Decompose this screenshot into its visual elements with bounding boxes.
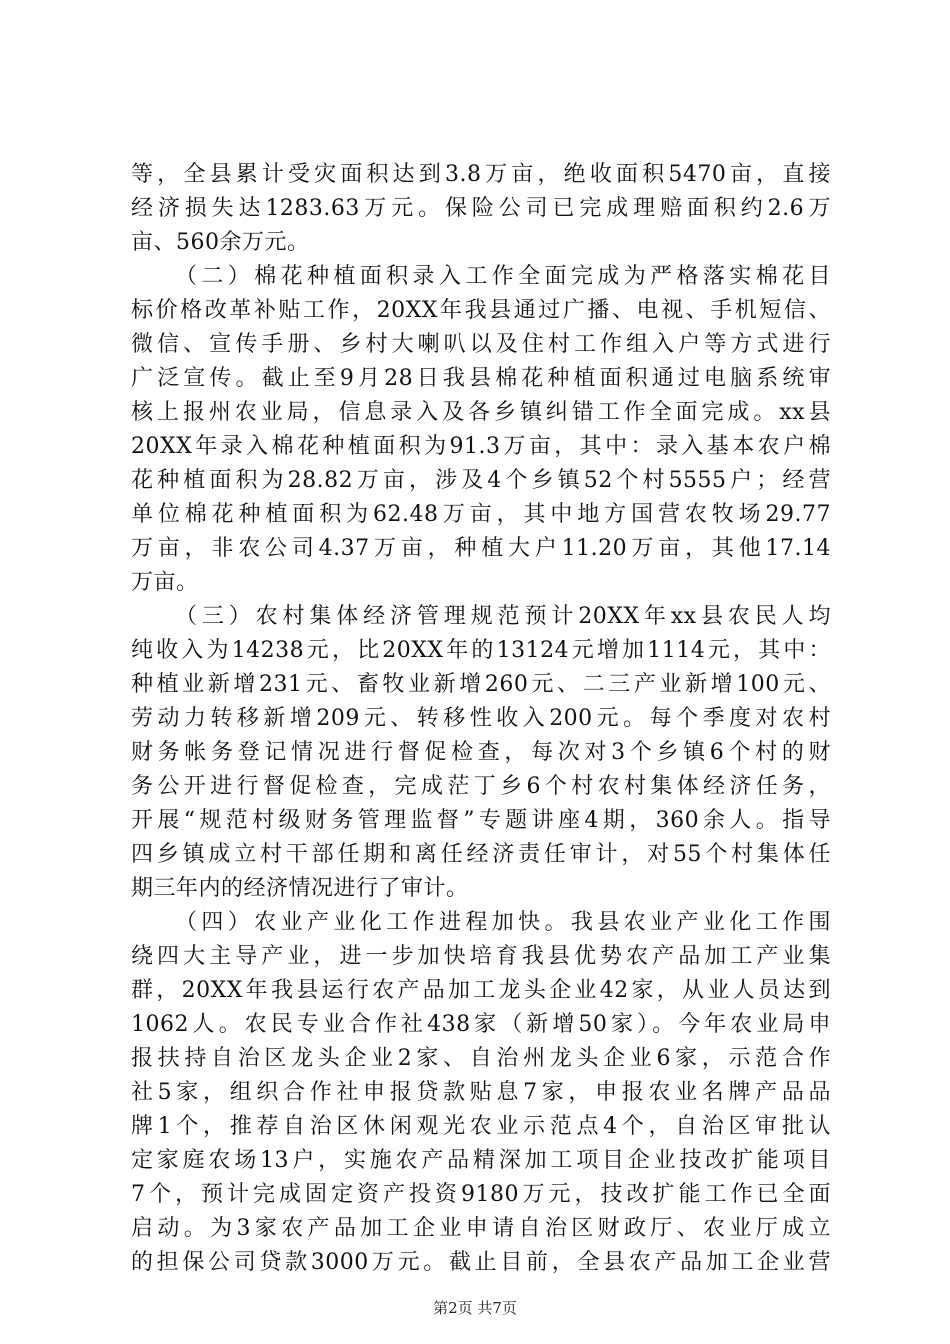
text-line: 纯收入为14238元，比20XX年的13124元增加1114元，其中： — [131, 638, 831, 663]
text-line: 期三年内的经济情况进行了审计。 — [131, 876, 469, 901]
text-line: 牌1个，推荐自治区休闲观光农业示范点4个，自治区审批认 — [131, 1114, 831, 1139]
text-line: 定家庭农场13户，实施农产品精深加工项目企业技改扩能项目 — [131, 1148, 831, 1173]
text-line: 7个，预计完成固定资产投资9180万元，技改扩能工作已全面 — [131, 1182, 831, 1207]
text-line: 务公开进行督促检查，完成茫丁乡6个村农村集体经济任务， — [131, 774, 831, 799]
text-line: 20XX年录入棉花种植面积为91.3万亩，其中：录入基本农户棉 — [131, 434, 831, 459]
text-line: 开展“规范村级财务管理监督”专题讲座4期，360余人。指导 — [131, 808, 831, 833]
text-line: 报扶持自治区龙头企业2家、自治州龙头企业6家，示范合作 — [131, 1046, 831, 1071]
text-line: 的担保公司贷款3000万元。截止目前，全县农产品加工企业营 — [131, 1250, 831, 1275]
text-line: 微信、宣传手册、乡村大喇叭以及住村工作组入户等方式进行 — [131, 332, 831, 357]
text-line: 亩、560余万元。 — [131, 230, 310, 255]
page-number-footer: 第2页 共7页 — [433, 1299, 517, 1317]
document-body — [131, 158, 831, 1280]
text-line: 花种植面积为28.82万亩，涉及4个乡镇52个村5555户；经营 — [131, 468, 831, 493]
text-line: 核上报州农业局，信息录入及各乡镇纠错工作全面完成。xx县 — [131, 400, 831, 425]
text-line: 1062人。农民专业合作社438家（新增50家）。今年农业局申 — [131, 1012, 831, 1037]
text-line: 种植业新增231元、畜牧业新增260元、二三产业新增100元、 — [131, 672, 831, 697]
text-line: 经济损失达1283.63万元。保险公司已完成理赔面积约2.6万 — [131, 196, 831, 221]
text-line: 单位棉花种植面积为62.48万亩，其中地方国营农牧场29.77 — [131, 502, 831, 527]
text-line: 财务帐务登记情况进行督促检查，每次对3个乡镇6个村的财 — [131, 740, 831, 765]
text-line: 等，全县累计受灾面积达到3.8万亩，绝收面积5470亩，直接 — [131, 162, 831, 187]
text-line: 启动。为3家农产品加工企业申请自治区财政厅、农业厅成立 — [131, 1216, 831, 1241]
text-line: 社5家，组织合作社申报贷款贴息7家，申报农业名牌产品品 — [131, 1080, 831, 1105]
section-heading-line: （三）农村集体经济管理规范预计20XX年xx县农民人均 — [175, 604, 831, 629]
text-line: 劳动力转移新增209元、转移性收入200元。每个季度对农村 — [131, 706, 831, 731]
text-line: 绕四大主导产业，进一步加快培育我县优势农产品加工产业集 — [131, 944, 831, 969]
text-line: 四乡镇成立村干部任期和离任经济责任审计，对55个村集体任 — [131, 842, 831, 867]
text-line: 标价格改革补贴工作，20XX年我县通过广播、电视、手机短信、 — [131, 298, 831, 323]
section-heading-line: （四）农业产业化工作进程加快。我县农业产业化工作围 — [175, 910, 831, 935]
text-line: 群，20XX年我县运行农产品加工龙头企业42家，从业人员达到 — [131, 978, 831, 1003]
text-line: 万亩，非农公司4.37万亩，种植大户11.20万亩，其他17.14 — [131, 536, 831, 561]
text-line: 万亩。 — [131, 570, 199, 595]
section-heading-line: （二）棉花种植面积录入工作全面完成为严格落实棉花目 — [175, 264, 831, 289]
text-line: 广泛宣传。截止至9月28日我县棉花种植面积通过电脑系统审 — [131, 366, 831, 391]
